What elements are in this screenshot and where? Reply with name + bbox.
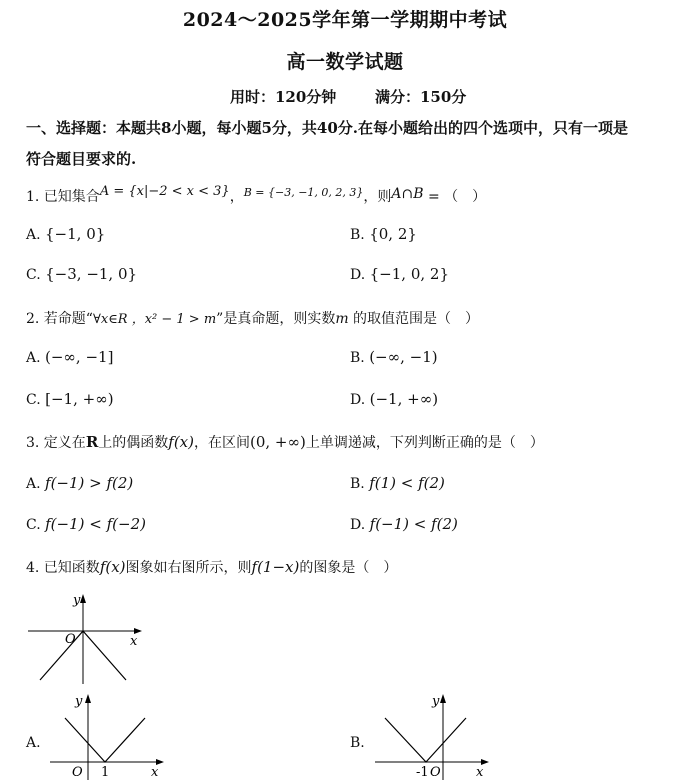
q4-fx: f(x) [99,558,126,576]
q3-R: R [85,433,99,451]
q4-suffix: 的图象是（ ） [299,560,398,576]
option-label: D. [350,517,366,533]
q4-f1x: f(1−x) [251,558,300,576]
option-value: {−3, −1, 0} [45,265,138,283]
x-label: x [130,634,138,649]
option-value: {0, 2} [369,225,417,243]
option-value: f(−1) < f(2) [369,515,458,533]
option-value: (−∞, −1) [369,348,438,366]
q1-expr: A∩B [391,186,424,202]
tick-label: -1 [416,765,429,780]
q2-var: m [335,311,349,327]
q1-comma: ， [229,189,244,205]
y-label: y [75,694,83,709]
option-value: f(−1) < f(−2) [45,515,146,533]
q1-option-d [350,265,449,283]
option-value: f(1) < f(2) [369,474,445,492]
y-axis-arrow [85,694,91,703]
origin-label: O [72,765,83,780]
option-label: B. [350,350,365,366]
q3-option-b [350,474,445,492]
q4-option-b-label: B. [350,735,365,751]
option-label: C. [26,392,41,408]
q2-option-c [26,390,114,408]
origin-label: O [430,765,441,780]
q4-graph-main [20,588,150,686]
option-label: B. [350,227,365,243]
option-value: {−1, 0} [45,225,106,243]
q1-set-a: A = {x|−2 < x < 3} [99,184,230,199]
q3-option-a [26,474,133,492]
q3-mid1: 上的偶函数 [98,435,169,451]
q4-option-a-graph [45,690,175,780]
x-label: x [151,765,159,780]
q2-suffix: 的取值范围是（ ） [348,311,480,327]
origin-label: O [65,632,76,647]
option-label: B. [350,476,365,492]
q2-expr: ∀x∈R ，x² − 1 > m [92,312,217,327]
option-label: D. [350,392,366,408]
q4-option-b-graph [370,690,500,780]
q1-option-b [350,225,417,243]
option-label: D. [350,267,366,283]
q2-mid: ”是真命题，则实数 [216,311,336,327]
exam-score: 满分：150分 [375,88,467,106]
q2-option-d [350,390,438,408]
question-4 [26,557,397,577]
option-value: (−∞, −1] [45,348,114,366]
q3-suffix: 上单调递减，下列判断正确的是（ ） [305,435,544,451]
q1-suffix: = （ ） [423,189,487,205]
exam-time: 用时：120分钟 [230,88,337,106]
question-2 [26,308,479,328]
question-3 [26,432,544,452]
option-label: A. [26,476,41,492]
graph-curve [65,718,145,762]
q3-option-c [26,515,146,533]
option-value: (−1, +∞) [369,390,439,408]
option-label: C. [26,517,41,533]
y-axis-arrow [440,694,446,703]
q1-option-a [26,225,105,243]
section-instruction-line2: 符合题目要求的. [26,150,137,168]
q1-option-c [26,265,137,283]
q2-option-a [26,348,113,366]
q1-set-b: B = {−3, −1, 0, 2, 3} [243,186,364,199]
q3-mid2: ，在区间 [194,435,250,451]
option-label: A. [26,227,41,243]
y-axis-arrow [80,594,86,603]
option-value: f(−1) > f(2) [45,474,134,492]
q4-option-a-label: A. [26,735,41,751]
q3-option-d [350,515,458,533]
question-1 [26,186,486,206]
q2-option-b [350,348,438,366]
q1-prefix: 1. 已知集合 [26,189,100,205]
option-value: [−1, +∞) [45,390,114,408]
q4-mid: 图象如右图所示，则 [125,560,252,576]
option-label: A. [26,350,41,366]
section-instruction-line1: 一、选择题：本题共8小题，每小题5分，共40分.在每小题给出的四个选项中，只有一项是 [26,119,628,137]
y-label: y [73,593,81,608]
q1-then: ，则 [363,189,392,205]
y-label: y [432,694,440,709]
q2-prefix: 2. 若命题“ [26,311,93,327]
graph-curve [385,718,466,762]
q3-interval: (0, +∞) [250,433,306,451]
q3-prefix: 3. 定义在 [26,435,86,451]
q3-fx: f(x) [168,433,194,451]
option-value: {−1, 0, 2} [369,265,449,283]
q4-prefix: 4. 已知函数 [26,560,100,576]
tick-label: 1 [101,765,110,780]
option-label: C. [26,267,41,283]
x-label: x [476,765,484,780]
exam-subtitle: 高一数学试题 [286,51,404,73]
exam-title: 2024～2025学年第一学期期中考试 [182,9,508,31]
